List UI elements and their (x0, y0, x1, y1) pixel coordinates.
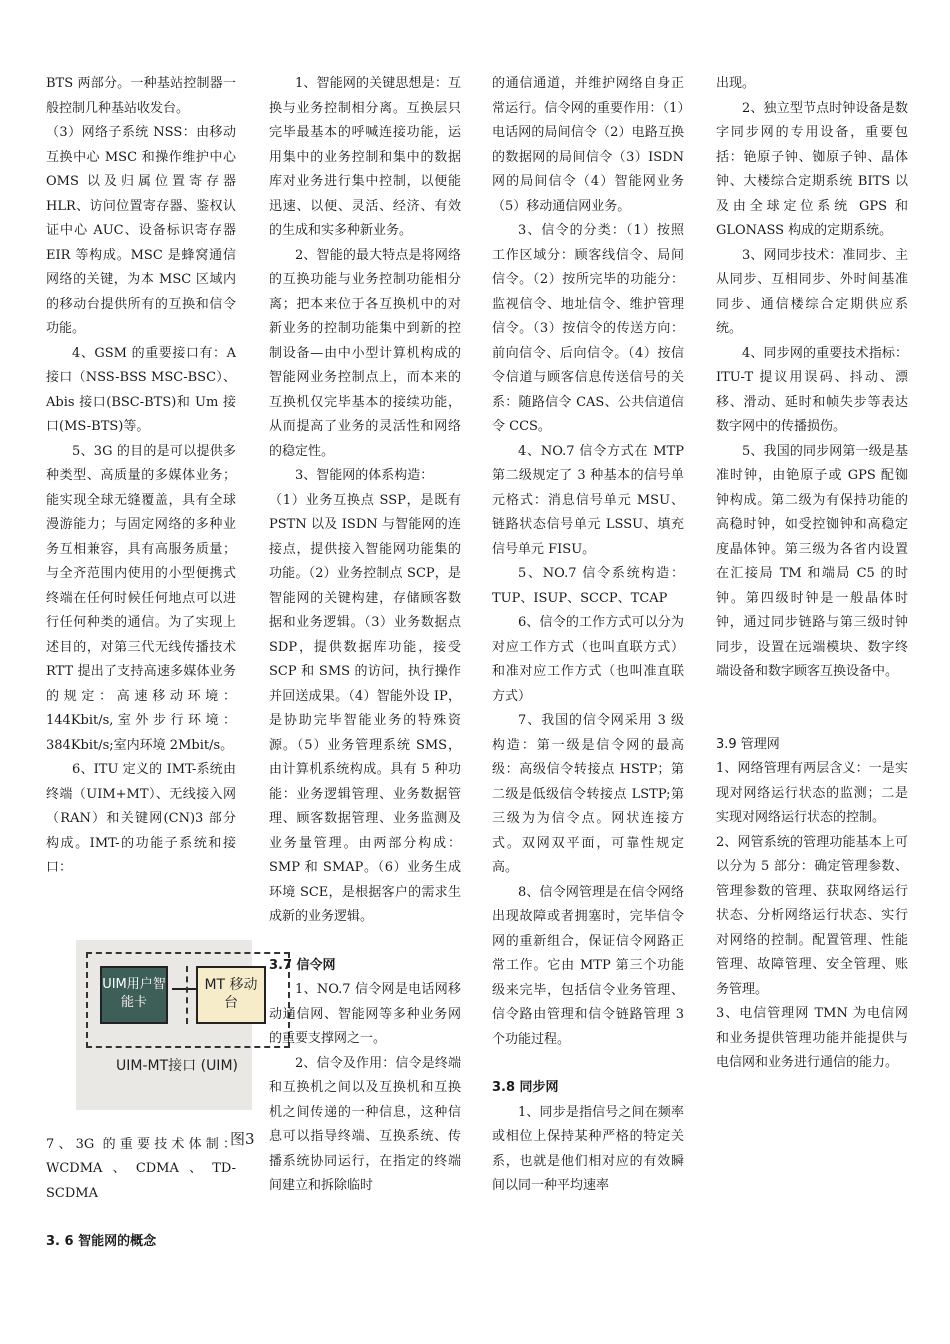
paragraph: 4、同步网的重要技术指标：ITU-T 提议用误码、抖动、漂移、滑动、延时和帧失步等表达数字网中的传播损伤。 (716, 345, 908, 434)
paragraph: 2、智能的最大特点是将网络的互换功能与业务控制功能相分离；把本来位于各互换机中的对新业务的控制功能集中到新的控制设备—由中小型计算机构成的智能网业务控制点上，而本来的互换机仅完毕基本的接续功能，从而提高了业务的灵活性和网络的稳定性。 (269, 247, 461, 459)
interface-label: UIM-MT接口 (UIM) (116, 1058, 238, 1074)
paragraph: （1）业务互换点 SSP，是既有 PSTN 以及 ISDN 与智能网的连接点，提供接入智能网功能集的功能。（2）业务控制点 SCP，是智能网的关键构建，存储顾客数据和业务逻辑。（3）业务数据点 SDP，提供数据库功能，接受 SCP 和 SMS 的访问，执行操作并回送成果。（4）智能外设 IP，是协助完毕智能业务的特殊资源。（5）业务管理系统 SMS，由计算机系统构成。具有 5 种功能：业务逻辑管理、业务数据管理、顾客数据管理、业务监测及业务量管理。由两部分构成：SMP 和 SMAP。（6）业务生成环境 SCE，是根据客户的需求生成新的业务逻辑。 (269, 492, 461, 924)
section-heading: 3.8 同步网 (492, 1080, 559, 1095)
spacer (716, 685, 908, 733)
paragraph: （3）网络子系统 NSS：由移动互换中心 MSC 和操作维护中心 OMS 以及归属位置寄存器 HLR、访问位置寄存器、鉴权认证中心 AUC、设备标识寄存器 EIR 等构成。MSC 是蜂窝通信网络的关键，为本 MSC 区域内的移动台提供所有的互换和信令功能。 (46, 125, 236, 336)
paragraph: BTS 两部分。一种基站控制器一般控制几种基站收发台。 (46, 76, 236, 116)
paragraph: 5、3G 的目的是可以提供多种类型、高质量的多媒体业务；能实现全球无缝覆盖，具有全球漫游能力；与固定网络的多种业务互相兼容，具有高服务质量；与全齐范围内使用的小型便携式终端在任何时候任何地点可以进行任何种类的通信。为了实现上述目的，对第三代无线传播技术 RTT 提出了支持高速多媒体业务的规定：高速移动环境：144Kbit/s,室外步行环境：384Kbit/s;室内环境 2Mbit/s。 (46, 443, 236, 753)
spacer (492, 1052, 684, 1076)
paragraph: 的通信通道，并维护网络自身正常运行。信令网的重要作用：（1）电话网的局间信令（2）电路互换的数据网的局间信令（3）ISDN 网的局间信令（4）智能网业务（5）移动通信网业务。 (492, 76, 684, 214)
paragraph: 7、3G 的重要技术体制：WCDMA、CDMA、TD-SCDMA (46, 1136, 236, 1201)
column-2 (269, 72, 461, 1199)
paragraph: 2、信令及作用：信令是终端和互换机之间以及互换机和互换机之间传递的一种信息，这种信息可以指导终端、互换系统、传播系统协同运行，在指定的终端间建立和拆除临时 (269, 1055, 461, 1193)
paragraph: 4、NO.7 信令方式在 MTP 第二级规定了 3 种基本的信号单元格式：消息信号单元 MSU、链路状态信号单元 LSSU、填充信号单元 FISU。 (492, 443, 684, 557)
paragraph: 3、信令的分类：（1）按照工作区域分：顾客线信令、局间信令。（2）按所完毕的功能分：监视信令、地址信令、维护管理信令。（3）按信令的传送方向：前向信令、后向信令。（4）按信令信道与顾客信息传送信号的关系：随路信令 CAS、公共信道信令 CCS。 (492, 223, 684, 434)
uim-box: UIM用户智能卡 (100, 966, 168, 1024)
figure-caption: 图3 (230, 1130, 255, 1148)
paragraph: 6、ITU 定义的 IMT-系统由终端（UIM+MT）、无线接入网（RAN）和关键网(CN)3 部分构成。IMT-的功能子系统和接口： (46, 762, 236, 875)
spacer (46, 1206, 236, 1230)
paragraph: 3、网同步技术：准同步、主从同步、互相同步、外时间基准同步、通信楼综合定期供应系统。 (716, 247, 908, 336)
column-3 (492, 72, 684, 1199)
section-heading: 3. 6 智能网的概念 (46, 1234, 157, 1249)
paragraph: 1、NO.7 信令网是电话网移动通信网、智能网等多种业务网的重要支撑网之一。 (269, 982, 461, 1046)
spacer (269, 930, 461, 954)
connector-line (172, 988, 196, 990)
paragraph: 1、同步是指信号之间在频率或相位上保持某种严格的特定关系，也就是他们相对应的有效瞬间以同一种平均速率 (492, 1104, 684, 1193)
paragraph: 1、智能网的关键思想是：互换与业务控制相分离。互换层只完毕最基本的呼喊连接功能，运用集中的业务控制和集中的数据库对业务进行集中控制，以便能迅速、以便、灵活、经济、有效的生成和实多种新业务。 (269, 76, 461, 238)
column-4 (716, 72, 908, 1076)
mt-box: MT 移动台 (196, 966, 266, 1024)
paragraph: 2、独立型节点时钟设备是数字同步网的专用设备，重要包括：铯原子钟、铷原子钟、晶体钟、大楼综合定期系统 BITS 以及由全球定位系统 GPS 和 GLONASS 构成的定期系统。 (716, 100, 908, 238)
paragraph: 5、NO.7 信令系统构造：TUP、ISUP、SCCP、TCAP (492, 566, 684, 606)
imt-interface-figure (76, 940, 258, 1110)
paragraph: 2、网管系统的管理功能基本上可以分为 5 部分：确定管理参数、管理参数的管理、获取网络运行状态、分析网络运行状态、实行对网络的控制。配置管理、性能管理、故障管理、安全管理、账务管理。 (716, 834, 908, 997)
paragraph: 3、智能网的体系构造： (295, 468, 434, 483)
paragraph: 1、网络管理有两层含义：一是实现对网络运行状态的监测；二是实现对网络运行状态的控制。 (716, 761, 908, 825)
paragraph: 6、信令的工作方式可以分为对应工作方式（也叫直联方式）和准对应工作方式（也叫准直联方式） (492, 615, 684, 704)
paragraph: 5、我国的同步网第一级是基准时钟，由铯原子或 GPS 配铷钟构成。第二级为有保持功能的高稳时钟，如受控铷钟和高稳定度晶体钟。第三级为各省内设置在汇接局 TM 和端局 C5 的时钟。第四级时钟是一般晶体时钟，通过同步链路与第三级时钟同步，设置在远端模块、数字终端设备和数字顾客互换设备中。 (716, 443, 908, 679)
interface-divider (186, 966, 188, 1024)
paragraph: 3、电信管理网 TMN 为电信网和业务提供管理功能并能提供与电信网和业务进行通信的能力。 (716, 1006, 908, 1070)
paragraph: 7、我国的信令网采用 3 级构造：第一级是信令网的最高级：高级信令转接点 HSTP；第二级是低级信令转接点 LSTP;第三级为为信令点。网状连接方式。双网双平面，可靠性规定高。 (492, 713, 684, 875)
paragraph: 出现。 (716, 76, 756, 91)
section-heading: 3.9 管理网 (716, 736, 780, 752)
paragraph: 4、GSM 的重要接口有：A 接口（NSS-BSS MSC-BSC）、Abis 接口(BSC-BTS)和 Um 接口(MS-BTS)等。 (46, 345, 236, 434)
paragraph: 8、信令网管理是在信令网络出现故障或者拥塞时，完毕信令网的重新组合，保证信令网路正常工作。它由 MTP 第三个功能级来完毕，包括信令业务管理、信令路由管理和信令链路管理 3 个功能过程。 (492, 884, 684, 1047)
section-heading: 3.7 信令网 (269, 957, 336, 973)
